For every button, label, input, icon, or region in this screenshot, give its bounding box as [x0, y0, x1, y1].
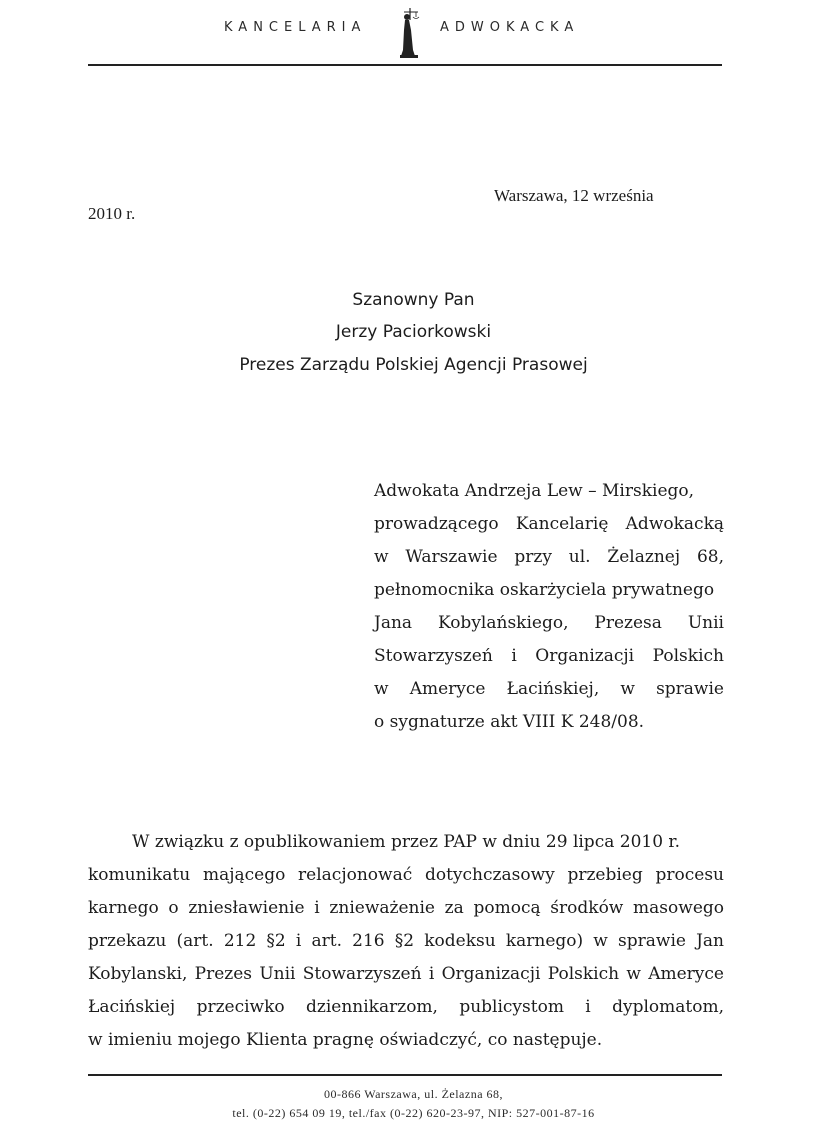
body-line: karnego o zniesławienie i znieważenie za pomocą środków masowego — [88, 898, 724, 918]
body-line: przekazu (art. 212 §2 i art. 216 §2 kodeksu karnego) w sprawie Jan — [88, 931, 724, 951]
header-rule — [88, 64, 722, 66]
body-line: komunikatu mającego relacjonować dotychczasowy przebieg procesu — [88, 865, 724, 885]
sender-line: Jana Kobylańskiego, Prezesa Unii — [374, 613, 724, 633]
body-line: W związku z opublikowaniem przez PAP w dniu 29 lipca 2010 r. — [132, 832, 681, 852]
addressee-salutation: Szanowny Pan — [352, 290, 475, 310]
body-line: Łacińskiej przeciwko dziennikarzom, publicystom i dyplomatom, — [88, 997, 724, 1017]
sender-line: Stowarzyszeń i Organizacji Polskich — [374, 646, 724, 666]
sender-line: w Ameryce Łacińskiej, w sprawie — [374, 679, 724, 699]
footer-rule — [88, 1074, 722, 1076]
date-line-2: 2010 r. — [88, 204, 136, 223]
letterhead-right: ADWOKACKA — [440, 20, 580, 35]
footer-address: 00-866 Warszawa, ul. Żelazna 68, — [323, 1087, 504, 1101]
footer-contact: tel. (0-22) 654 09 19, tel./fax (0-22) 620-23-97, NIP: 527-001-87-16 — [232, 1106, 595, 1120]
sender-line: pełnomocnika oskarżyciela prywatnego — [374, 580, 715, 600]
letterhead-left: KANCELARIA — [224, 20, 367, 35]
sender-line: prowadzącego Kancelarię Adwokacką — [374, 514, 724, 534]
sender-line: Adwokata Andrzeja Lew – Mirskiego, — [374, 481, 695, 501]
justitia-icon — [396, 6, 424, 58]
date-line-1: Warszawa, 12 września — [494, 186, 654, 205]
addressee-title: Prezes Zarządu Polskiej Agencji Prasowej — [239, 355, 588, 375]
addressee-name: Jerzy Paciorkowski — [335, 322, 492, 342]
body-line: w imieniu mojego Klienta pragnę oświadczyć, co następuje. — [88, 1030, 603, 1050]
sender-line: w Warszawie przy ul. Żelaznej 68, — [374, 547, 724, 567]
sender-line: o sygnaturze akt VIII K 248/08. — [374, 712, 645, 732]
body-line: Kobylanski, Prezes Unii Stowarzyszeń i Organizacji Polskich w Ameryce — [88, 964, 724, 984]
